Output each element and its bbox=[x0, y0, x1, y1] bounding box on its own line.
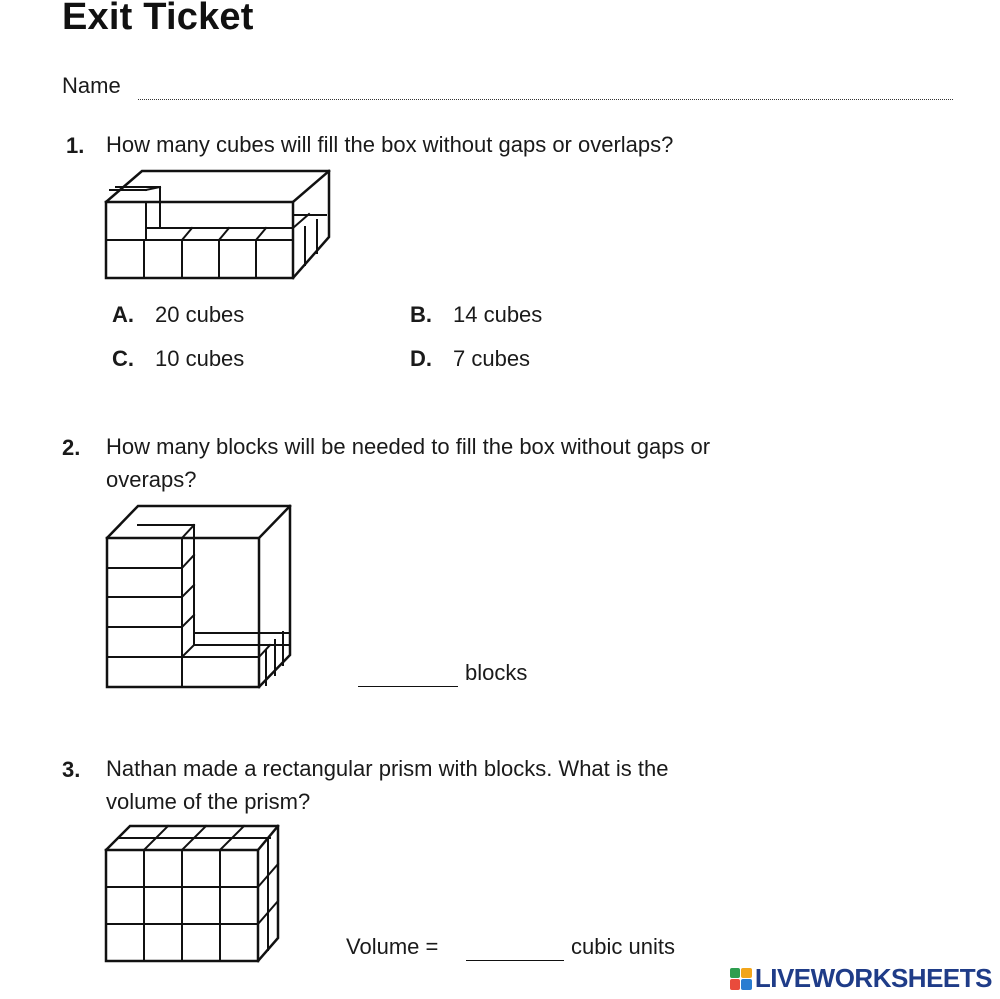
q1-option-c[interactable]: 10 cubes bbox=[155, 346, 245, 371]
q1-option-b-letter: B. bbox=[410, 302, 432, 327]
name-label: Name bbox=[62, 73, 121, 98]
question-2-text-line2: overaps? bbox=[106, 467, 197, 492]
q3-answer-label: Volume = bbox=[346, 934, 439, 959]
q2-answer-unit: blocks bbox=[465, 660, 528, 685]
logo-square-4 bbox=[741, 979, 752, 990]
question-1-number: 1. bbox=[66, 133, 85, 158]
question-3-prism-figure bbox=[100, 820, 285, 965]
question-1-text: How many cubes will fill the box without gaps or overlaps? bbox=[106, 132, 674, 157]
q3-answer-unit: cubic units bbox=[571, 934, 675, 959]
question-3-text-line2: volume of the prism? bbox=[106, 789, 311, 814]
name-input-line[interactable] bbox=[138, 99, 953, 100]
q1-option-c-letter: C. bbox=[112, 346, 134, 371]
q2-answer-blank[interactable] bbox=[358, 686, 458, 687]
liveworksheets-logo-icon bbox=[730, 968, 752, 990]
logo-square-1 bbox=[730, 968, 741, 979]
logo-square-3 bbox=[730, 979, 741, 990]
q1-option-d[interactable]: 7 cubes bbox=[453, 346, 531, 371]
question-2-number: 2. bbox=[62, 435, 81, 460]
question-1-box-figure bbox=[100, 165, 335, 283]
q1-option-a-letter: A. bbox=[112, 302, 134, 327]
q1-option-a[interactable]: 20 cubes bbox=[155, 302, 245, 327]
q1-option-b[interactable]: 14 cubes bbox=[453, 302, 543, 327]
logo-square-2 bbox=[741, 968, 752, 979]
question-2-box-figure bbox=[100, 500, 296, 692]
question-3-text-line1: Nathan made a rectangular prism with blocks. What is the bbox=[106, 756, 669, 781]
q3-answer-blank[interactable] bbox=[466, 960, 564, 961]
liveworksheets-logo-text: LIVEWORKSHEETS bbox=[754, 963, 992, 993]
liveworksheets-logo bbox=[730, 963, 992, 994]
page-title: Exit Ticket bbox=[62, 0, 254, 38]
question-3-number: 3. bbox=[62, 757, 81, 782]
q1-option-d-letter: D. bbox=[410, 346, 432, 371]
question-2-text-line1: How many blocks will be needed to fill the box without gaps or bbox=[106, 434, 711, 459]
